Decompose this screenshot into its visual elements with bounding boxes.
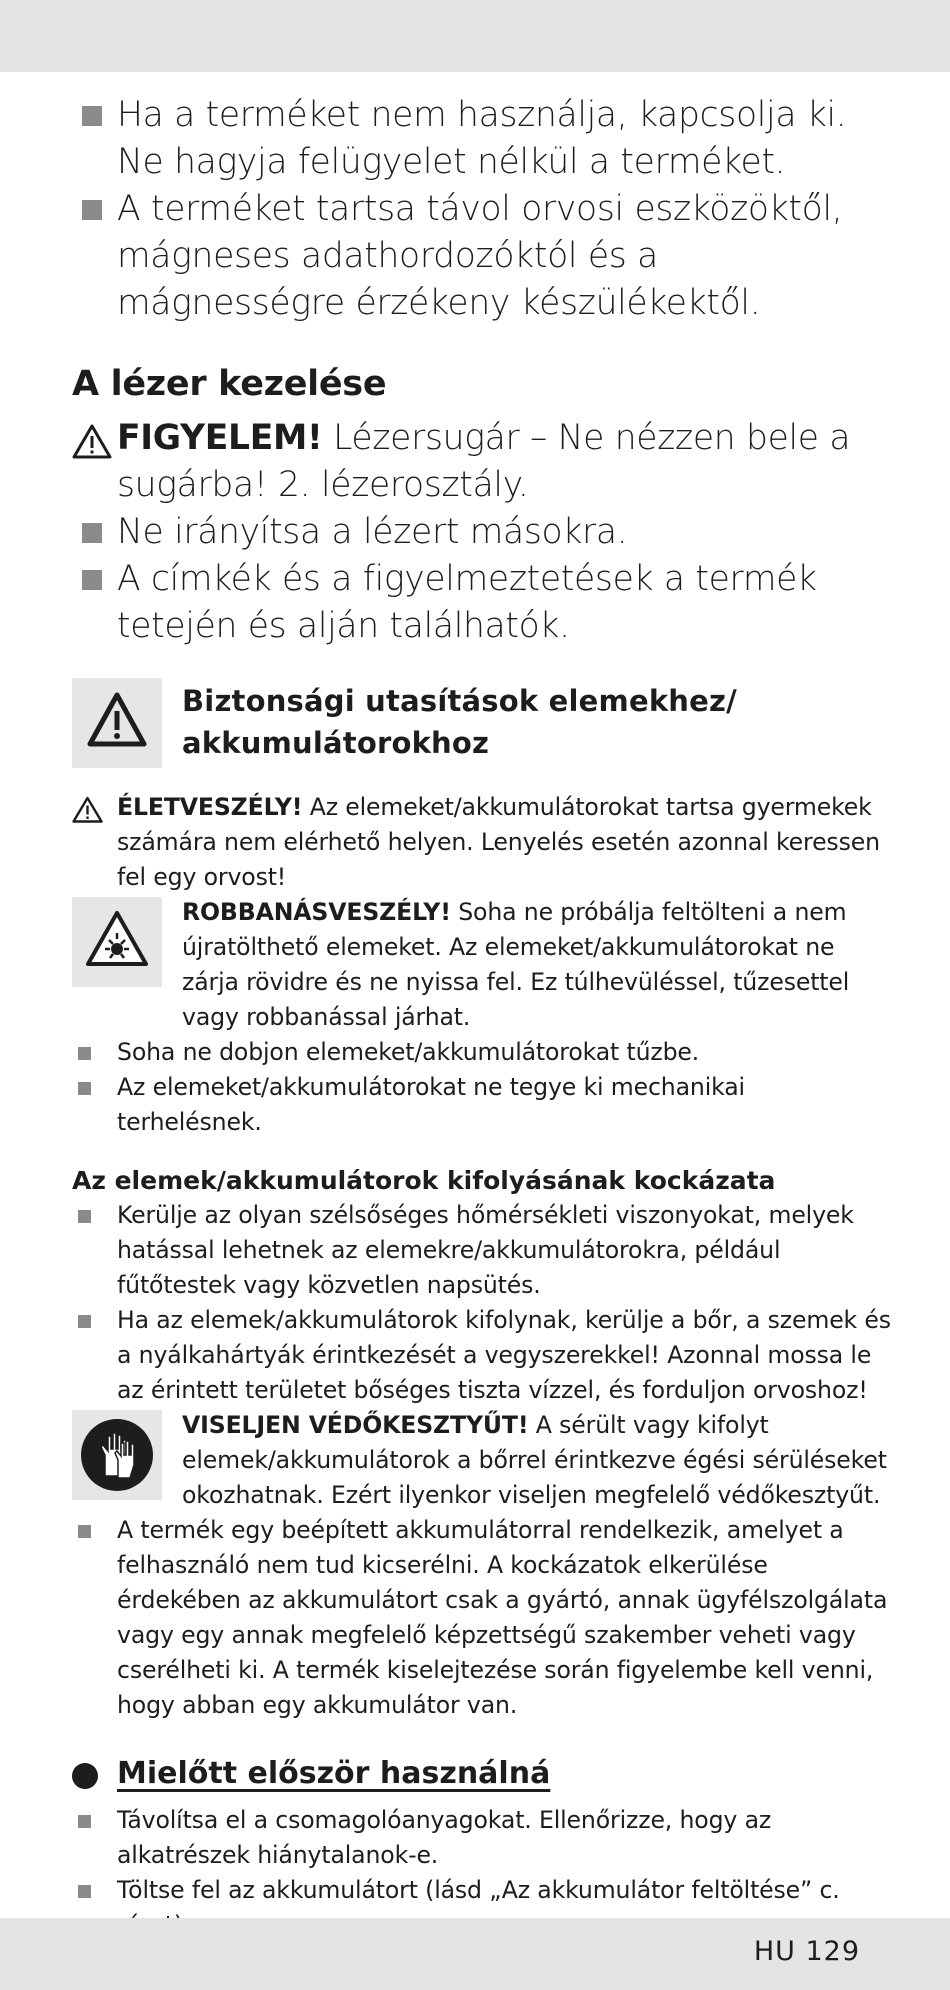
- list-item: Távolítsa el a csomagolóanyagokat. Ellenőrizze, hogy az alkatrészek hiánytalanok-e.: [72, 1803, 892, 1873]
- list-item: A termék egy beépített akkumulátorral rendelkezik, amelyet a felhasználó nem tud kicserélni. A kockázatok elkerülése érdekében az akkumulátort csak a gyártó, annak ügyfélszolgálata vagy egy annak megfelelő képzettségű szakember veheti vagy cserélheti ki. A termék kiselejtezése során figyelembe kell venni, hogy abban egy akkumulátor van.: [72, 1513, 892, 1723]
- bullet-square-icon: [78, 1815, 91, 1828]
- explosion-label: ROBBANÁSVESZÉLY!: [182, 898, 451, 926]
- bullet-square-icon: [82, 523, 102, 543]
- first-use-heading: Mielőtt először használná: [72, 1753, 892, 1795]
- danger-warning: ÉLETVESZÉLY! Az elemeket/akkumulátorokat tartsa gyermekek számára nem elérhető helyen. Lenyelés esetén azonnal keressen fel egy orvost!: [72, 790, 892, 895]
- bullet-square-icon: [82, 106, 102, 126]
- list-item: Ha az elemek/akkumulátorok kifolynak, kerülje a bőr, a szemek és a nyálkahártyák érintkezését a vegyszerekkel! Azonnal mossa le az érintett területet bőséges tiszta vízzel, és forduljon orvoshoz!: [72, 1303, 892, 1408]
- explosion-hazard-icon: [72, 897, 162, 987]
- explosion-warning: ROBBANÁSVESZÉLY! Soha ne próbálja feltölteni a nem újratölthető elemeket. Az elemeket/akkumulátorokat ne zárja rövidre és ne nyissa fel. Ez túlhevüléssel, tűzesettel vagy robbanással járhat.: [72, 895, 892, 1035]
- bullet-square-icon: [78, 1210, 91, 1223]
- warning-triangle-icon: [72, 424, 112, 460]
- bullet-dot-icon: [72, 1763, 98, 1789]
- warning-label: FIGYELEM!: [117, 418, 323, 458]
- page-number: HU 129: [753, 1936, 860, 1967]
- laser-heading: A lézer kezelése: [72, 364, 387, 404]
- bullet-square-icon: [78, 1885, 91, 1898]
- list-item: A címkék és a figyelmeztetések a termék tetején és alján találhatók.: [72, 556, 892, 650]
- warning-triangle-icon: [72, 796, 103, 824]
- battery-safety-header: [72, 678, 892, 774]
- bullet-square-icon: [78, 1315, 91, 1328]
- list-item: Az elemeket/akkumulátorokat ne tegye ki mechanikai terhelésnek.: [72, 1070, 892, 1140]
- bullet-square-icon: [78, 1047, 91, 1060]
- gloves-label: VISELJEN VÉDŐKESZTYŰT!: [182, 1411, 529, 1439]
- bullet-square-icon: [78, 1525, 91, 1538]
- danger-label: ÉLETVESZÉLY!: [117, 793, 303, 821]
- bullet-square-icon: [82, 200, 102, 220]
- list-item: Soha ne dobjon elemeket/akkumulátorokat tűzbe.: [72, 1035, 892, 1070]
- warning-sign-icon: [72, 678, 162, 768]
- laser-warning: FIGYELEM! Lézersugár – Ne nézzen bele a sugárba! 2. lézerosztály.: [72, 415, 892, 509]
- list-item: Töltse fel az akkumulátort (lásd „Az akkumulátor feltöltése” c.: [72, 1873, 892, 1943]
- header-band: [0, 0, 950, 72]
- gloves-icon: [72, 1410, 162, 1500]
- list-item: Kerülje az olyan szélsőséges hőmérsékleti viszonyokat, melyek hatással lehetnek az elemekre/akkumulátorokra, például fűtőtestek vagy közvetlen napsütés.: [72, 1198, 892, 1303]
- battery-safety-title: Biztonsági utasítások elemekhez/ akkumulátorokhoz: [182, 684, 737, 760]
- list-item: Ne irányítsa a lézert másokra.: [72, 509, 892, 556]
- list-item: Ha a terméket nem használja, kapcsolja ki. Ne hagyja felügyelet nélkül a terméket.: [72, 92, 892, 186]
- page-content: [72, 92, 892, 1943]
- list-item: A terméket tartsa távol orvosi eszközöktől, mágneses adathordozóktól és a mágnességre érzékeny készülékektől.: [72, 186, 892, 327]
- leak-heading: Az elemek/akkumulátorok kifolyásának kockázata: [72, 1166, 776, 1195]
- bullet-square-icon: [82, 570, 102, 590]
- bullet-square-icon: [78, 1082, 91, 1095]
- gloves-warning: VISELJEN VÉDŐKESZTYŰT! A sérült vagy kifolyt elemek/akkumulátorok a bőrrel érintkezve égési sérüléseket okozhatnak. Ezért ilyenkor viseljen megfelelő védőkesztyűt.: [72, 1408, 892, 1513]
